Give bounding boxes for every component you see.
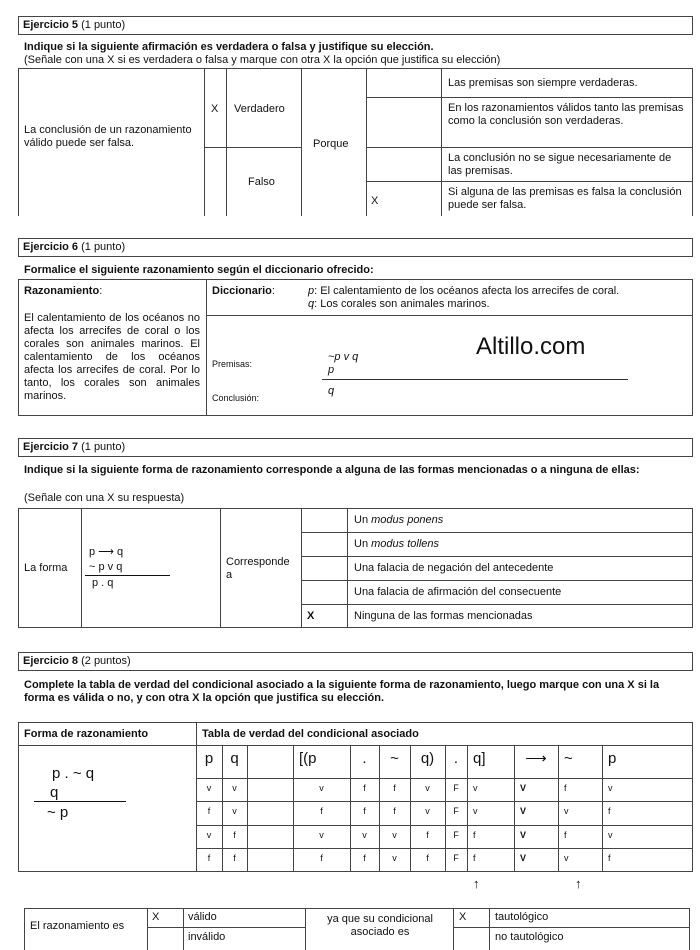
ej8-table-header: Tabla de verdad del condicional asociado — [202, 728, 419, 740]
tt-cell: f — [320, 853, 323, 863]
ej8-form-line-1: p . ~ q — [52, 765, 95, 782]
tt-cell: f — [363, 783, 366, 793]
ej7-title: Ejercicio 7 — [23, 441, 79, 453]
tt-header-cell: . — [453, 750, 459, 767]
tt-cell: V — [520, 830, 527, 840]
ej7-option-mark: X — [307, 610, 315, 622]
ej6-premises-label: Premisas: — [212, 359, 253, 369]
tt-cell: f — [207, 853, 211, 863]
ej8-invalid: inválido — [188, 931, 226, 943]
ej8-title: Ejercicio 8 — [23, 655, 79, 667]
ej6-points: (1 punto) — [78, 241, 126, 253]
ej5-instruction: Indique si la siguiente afirmación es verdadera o falsa y justifique su elección. — [24, 41, 434, 53]
tt-header-cell: . — [362, 750, 367, 767]
tt-cell: f — [233, 830, 236, 840]
ej8-since: ya que su condicional asociado es — [327, 913, 433, 938]
ej6-dict-p — [308, 285, 619, 298]
ej5-true-label: Verdadero — [234, 103, 285, 115]
tt-cell: f — [473, 830, 476, 840]
tt-cell: V — [520, 853, 527, 863]
ej7-option: Una falacia de afirmación del consecuente — [354, 586, 562, 598]
watermark: Altillo.com — [476, 333, 586, 360]
tt-cell: v — [608, 783, 613, 793]
ej5-note: (Señale con una X si es verdadera o falsa y marque con otra X la opción que justifica su elección) — [24, 54, 501, 66]
tt-header-cell: q — [230, 750, 239, 767]
ej5-title: Ejercicio 5 — [23, 19, 79, 31]
tt-cell: f — [473, 853, 476, 863]
tt-cell: f — [207, 806, 211, 816]
ej6-dictionary-heading — [212, 285, 275, 298]
tt-cell: f — [564, 830, 567, 840]
tt-cell: V — [520, 783, 527, 793]
ej7-option: Un modus ponens — [354, 514, 444, 526]
ej6-title: Ejercicio 6 — [23, 241, 79, 253]
ej5-false-label: Falso — [248, 176, 275, 188]
ej5-points: (1 punto) — [78, 19, 126, 31]
tt-header-cell: ~ — [390, 750, 399, 767]
ej7-option: Ninguna de las formas mencionadas — [354, 610, 533, 622]
tt-header-cell: p — [608, 750, 617, 767]
ej6-header — [18, 238, 693, 257]
tt-cell: f — [564, 783, 567, 793]
ej6-reasoning-text: El calentamiento de los océanos no afecta los arrecifes de coral o los corales son animales marinos. El calentamiento de los océanos afecta los arrecifes de coral. Por lo tanto, los corales son animales marinos. — [24, 312, 200, 402]
tt-cell: f — [393, 783, 396, 793]
ej6-reasoning-colon: : — [99, 285, 103, 297]
ej5-because: Porque — [313, 138, 349, 150]
tt-cell: v — [206, 783, 212, 793]
ej8-instruction: Complete la tabla de verdad del condicional asociado a la siguiente forma de razonamiento, luego marque con una X si la forma es válida o no, y con otra X la opción que justifica su elección. — [24, 679, 660, 704]
ej8-taut: tautológico — [495, 911, 549, 923]
ej6-dictionary-colon: : — [271, 285, 275, 297]
tt-cell: v — [564, 806, 569, 816]
tt-cell: v — [473, 806, 478, 816]
tt-header-cell: ~ — [564, 750, 573, 767]
ej7-note: (Señale con una X su respuesta) — [24, 492, 185, 504]
ej8-notaut: no tautológico — [495, 931, 564, 943]
tt-cell: v — [425, 783, 430, 793]
tt-cell: f — [426, 853, 429, 863]
ej6-dict-q-text: : Los corales son animales marinos. — [314, 298, 490, 310]
ej5-opt-mark: X — [371, 195, 379, 207]
arrow-up-icon: ↑ — [473, 876, 480, 891]
ej8-reasoning-is: El razonamiento es — [30, 920, 125, 932]
ej6-instruction: Formalice el siguiente razonamiento según el diccionario ofrecido: — [24, 264, 374, 276]
tt-header-cell: p — [204, 750, 214, 767]
ej8-mark-valid: X — [152, 911, 160, 923]
arrow-up-icon: ↑ — [575, 876, 582, 891]
ej6-dict-p-text: : El calentamiento de los océanos afecta los arrecifes de coral. — [314, 285, 620, 297]
ej7-header — [18, 438, 693, 457]
tt-cell: v — [232, 806, 237, 816]
ej7-instruction: Indique si la siguiente forma de razonamiento corresponde a alguna de las formas mencionadas o a ninguna de ellas: — [24, 464, 640, 476]
ej8-form-header: Forma de razonamiento — [24, 728, 149, 740]
tt-cell: f — [426, 830, 429, 840]
tt-cell: v — [392, 853, 397, 863]
tt-cell: v — [319, 783, 324, 793]
ej5-opt-text: Las premisas son siempre verdaderas. — [448, 77, 638, 89]
ej5-opt-text: Si alguna de las premisas es falsa la conclusión puede ser falsa. — [448, 186, 682, 211]
ej7-corresponds: Corresponde a — [226, 556, 290, 581]
ej8-valid: válido — [188, 911, 217, 923]
tt-cell: F — [453, 853, 459, 863]
tt-cell: v — [564, 853, 569, 863]
ej7-form-line-1: p ⟶ q — [89, 546, 124, 558]
ej6-conclusion-label: Conclusión: — [212, 393, 260, 403]
tt-cell: f — [363, 853, 366, 863]
tt-header-cell: q) — [420, 750, 435, 767]
tt-cell: F — [453, 806, 459, 816]
tt-header-cell: q] — [473, 750, 486, 767]
ej5-opt-text: En los razonamientos válidos tanto las premisas como la conclusión son verdaderas. — [448, 102, 684, 127]
ej5-statement: La conclusión de un razonamiento válido puede ser falsa. — [24, 124, 192, 149]
tt-header-cell: [(p — [299, 750, 317, 767]
ej6-dict-p-var: p — [308, 285, 315, 297]
tt-cell: f — [320, 806, 323, 816]
ej8-form-line-3: ~ p — [47, 804, 69, 821]
tt-cell: F — [453, 783, 459, 793]
ej6-conclusion: q — [328, 385, 335, 397]
ej7-points: (1 punto) — [78, 441, 126, 453]
tt-cell: v — [232, 783, 237, 793]
tt-cell: f — [363, 806, 366, 816]
ej7-form-line-3: p . q — [92, 577, 114, 589]
ej7-form-label: La forma — [24, 562, 68, 574]
tt-cell: f — [608, 853, 611, 863]
ej6-premise-1: ~p v q — [328, 351, 359, 363]
tt-cell: f — [393, 806, 396, 816]
tt-cell: v — [392, 830, 397, 840]
tt-cell: f — [608, 806, 611, 816]
tt-cell: v — [608, 830, 613, 840]
ej6-reasoning-heading — [24, 285, 102, 298]
ej6-premise-2: p — [328, 364, 335, 376]
ej6-reasoning-label: Razonamiento — [24, 285, 100, 297]
ej7-option: Un modus tollens — [354, 538, 439, 550]
ej8-mark-taut: X — [459, 911, 467, 923]
ej8-form-line-2: q — [50, 784, 59, 801]
ej5-mark-true: X — [211, 103, 219, 115]
ej5-opt-text: La conclusión no se sigue necesariamente de las premisas. — [448, 152, 672, 177]
ej6-dict-q-var: q — [308, 298, 315, 310]
tt-cell: v — [319, 830, 324, 840]
tt-cell: V — [520, 806, 527, 816]
tt-cell: v — [206, 830, 212, 840]
tt-cell: F — [453, 830, 459, 840]
ej8-points: (2 puntos) — [78, 655, 131, 667]
ej6-dict-q — [308, 298, 490, 311]
tt-cell: v — [362, 830, 367, 840]
tt-header-cell: ⟶ — [525, 750, 547, 767]
ej5-header — [18, 16, 693, 35]
ej8-header — [18, 652, 693, 671]
ej7-option: Una falacia de negación del antecedente — [354, 562, 554, 574]
tt-cell: v — [473, 783, 478, 793]
tt-cell: f — [233, 853, 236, 863]
ej6-dictionary-label: Diccionario — [212, 285, 272, 297]
ej7-form-line-2: ~ p v q — [89, 561, 123, 573]
tt-cell: v — [425, 806, 430, 816]
